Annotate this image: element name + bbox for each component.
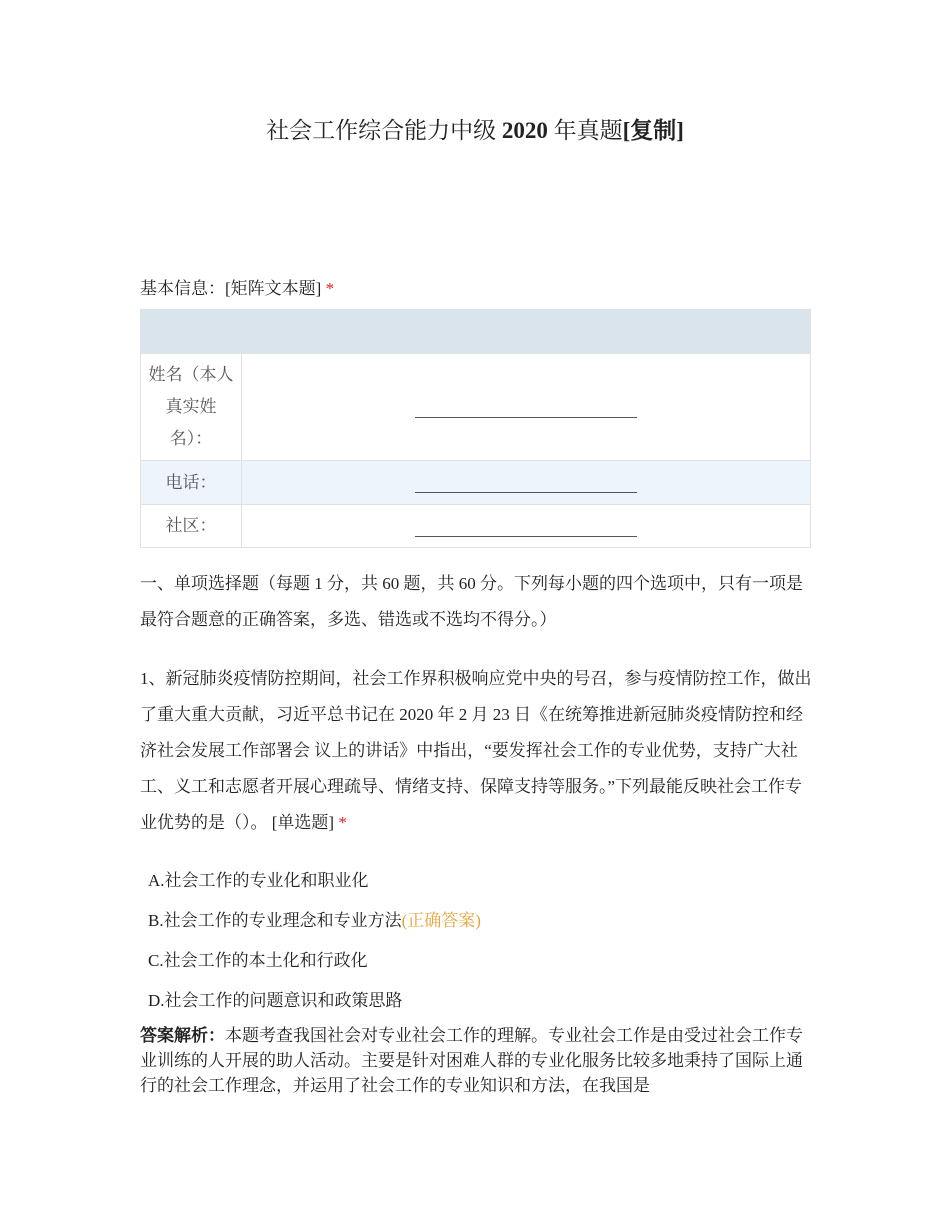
required-mark: *	[325, 279, 335, 298]
matrix-header-row	[141, 310, 811, 354]
basic-info-label: 基本信息：[矩阵文本题] *	[140, 279, 335, 298]
community-input[interactable]	[242, 505, 811, 548]
matrix-row-community	[141, 505, 811, 548]
option-a[interactable]: A.社会工作的专业化和职业化	[148, 871, 369, 890]
phone-input[interactable]	[242, 461, 811, 505]
answer-analysis	[140, 1023, 812, 1098]
section-intro: 一、单项选择题（每题 1 分，共 60 题，共 60 分。下列每小题的四个选项中，只有一项是最符合题意的正确答案，多选、错选或不选均不得分。）	[140, 574, 803, 629]
name-label: 姓名（本人真实姓名）：	[141, 354, 242, 461]
option-d[interactable]: D.社会工作的问题意识和政策思路	[148, 991, 403, 1010]
option-c[interactable]: C.社会工作的本土化和行政化	[148, 951, 368, 970]
community-label: 社区：	[141, 505, 242, 548]
document-title: 社会工作综合能力中级 2020 年真题[复制]	[266, 118, 684, 143]
matrix-row-phone	[141, 461, 811, 505]
name-input[interactable]	[242, 354, 811, 461]
option-b[interactable]: B.社会工作的专业理念和专业方法(正确答案)	[148, 911, 481, 930]
matrix-row-name	[141, 354, 811, 461]
phone-label: 电话：	[141, 461, 242, 505]
analysis-text: 本题考查我国社会对专业社会工作的理解。专业社会工作是由受过社会工作专业训练的人开展的助人活动。主要是针对困难人群的专业化服务比较多地秉持了国际上通行的社会工作理念，并运用了社会工作的专业知识和方法，在我国是	[140, 1026, 803, 1095]
correct-answer-tag: (正确答案)	[401, 911, 481, 930]
analysis-label: 答案解析：	[140, 1026, 225, 1045]
basic-info-matrix	[140, 309, 811, 548]
question-1-text: 1、新冠肺炎疫情防控期间，社会工作界积极响应党中央的号召，参与疫情防控工作，做出了重大重大贡献，习近平总书记在 2020 年 2 月 23 日《在统筹推进新冠肺炎疫情防控和经济社会发展工作部署会 议上的讲话》中指出，“要发挥社会工作的专业优势，支持广大社工、义工和志愿者开展心理疏导、情绪支持、保障支持等服务。”下列最能反映社会工作专业优势的是（）。 [单选题] *	[140, 669, 812, 832]
required-mark: *	[338, 813, 347, 832]
